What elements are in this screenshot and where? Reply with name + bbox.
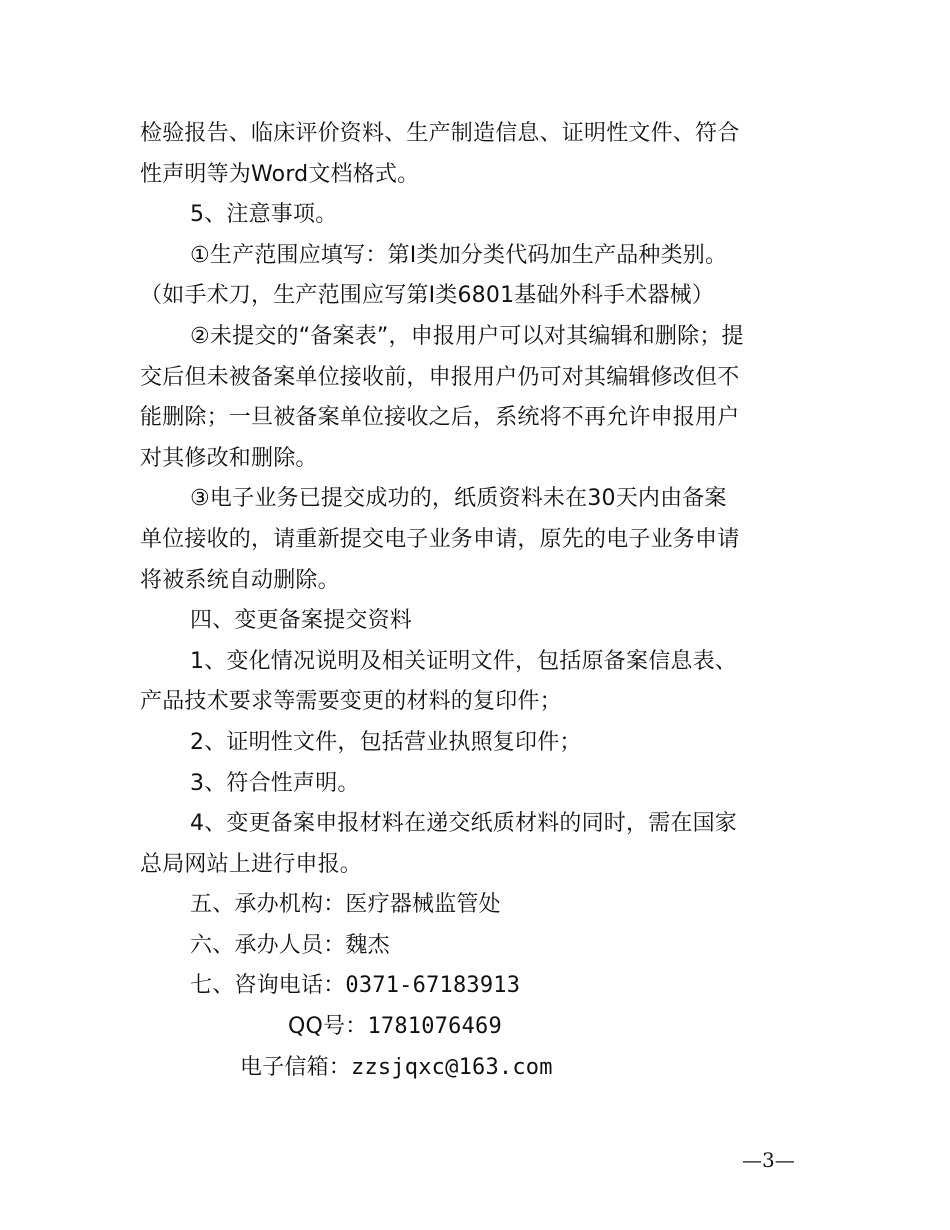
paragraph-line: 产品技术要求等需要变更的材料的复印件；: [140, 689, 562, 715]
paragraph-line: 2、证明性文件，包括营业执照复印件；: [190, 729, 582, 755]
paragraph-line: （如手术刀，生产范围应写第Ⅰ类6801基础外科手术器械）: [140, 283, 715, 309]
paragraph-line: ③电子业务已提交成功的，纸质资料未在30天内由备案: [190, 486, 727, 512]
paragraph-line: 对其修改和删除。: [140, 445, 318, 471]
paragraph-line: 能删除；一旦被备案单位接收之后，系统将不再允许申报用户: [140, 405, 740, 431]
qq-number: 1781076469: [367, 1014, 502, 1040]
section-heading: 五、承办机构：医疗器械监管处: [190, 892, 501, 918]
contact-phone-line: [140, 966, 812, 1007]
paragraph-line: 检验报告、临床评价资料、生产制造信息、证明性文件、符合: [140, 121, 740, 146]
paragraph-line: ②未提交的“备案表”，申报用户可以对其编辑和删除；提: [190, 323, 744, 349]
paragraph-line: 交后但未被备案单位接收前，申报用户仍可对其编辑修改但不: [140, 364, 740, 390]
section-heading: 5、注意事项。: [190, 202, 338, 228]
paragraph-line: ①生产范围应填写：第Ⅰ类加分类代码加生产品种类别。: [190, 242, 728, 268]
email-address: zzsjqxc@163.com: [351, 1054, 553, 1080]
document-body: [140, 114, 812, 1088]
paragraph-line: 3、符合性声明。: [190, 770, 360, 796]
page-number: —3—: [742, 1148, 795, 1172]
paragraph-line: 4、变更备案申报材料在递交纸质材料的同时，需在国家: [190, 811, 737, 837]
email-label: 电子信箱：: [240, 1054, 352, 1080]
phone-number: 0371-67183913: [345, 973, 521, 999]
paragraph-line: 将被系统自动删除。: [140, 567, 340, 593]
section-heading: 四、变更备案提交资料: [190, 608, 413, 634]
qq-label: QQ号：: [288, 1014, 368, 1040]
paragraph-line: 单位接收的，请重新提交电子业务申请，原先的电子业务申请: [140, 526, 740, 552]
contact-qq-line: [140, 1007, 812, 1048]
paragraph-line: 1、变化情况说明及相关证明文件，包括原备案信息表、: [190, 648, 737, 674]
phone-label: 七、咨询电话：: [190, 973, 346, 999]
paragraph-line: 性声明等为Word文档格式。: [140, 161, 420, 187]
section-heading: 六、承办人员：魏杰: [190, 932, 390, 958]
contact-email-line: [140, 1048, 812, 1089]
paragraph-line: 总局网站上进行申报。: [140, 851, 363, 877]
